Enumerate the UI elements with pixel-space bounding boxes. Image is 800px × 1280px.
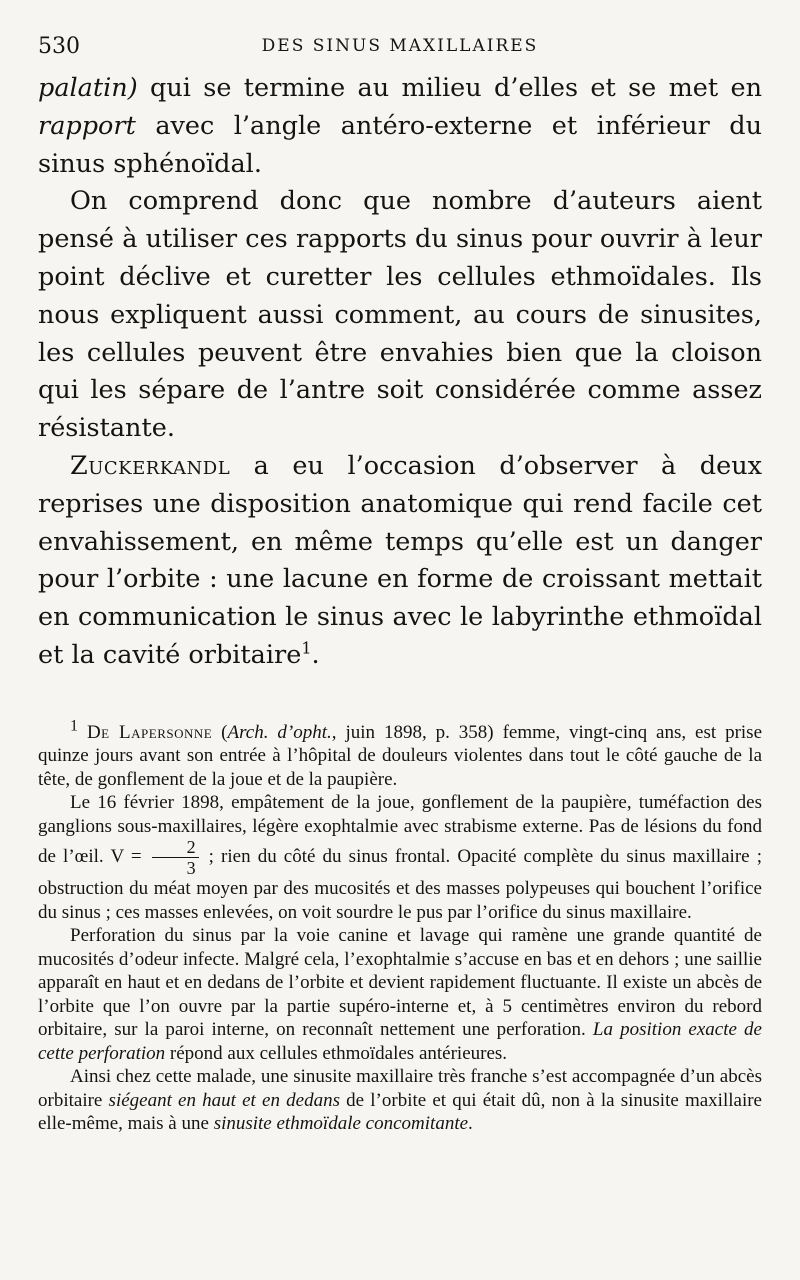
footnote-1 [38, 717, 763, 792]
paragraph-3 [38, 448, 762, 675]
running-head: DES SINUS MAXILLAIRES [261, 36, 539, 56]
italic-phrase: siégeant en haut et en dedans [108, 1089, 340, 1111]
italic-phrase: sinusite ethmoïdale concomitante [213, 1113, 469, 1135]
text-run: répond aux cellules ethmoïdales antérieures. [165, 1042, 508, 1064]
author-name: Zuckerkandl [70, 450, 231, 481]
page-number: 530 [38, 34, 80, 59]
paragraph-1 [38, 70, 762, 183]
author-name: De Lapersonne [86, 721, 213, 743]
text-run: ; rien du côté du sinus frontal. Opacité complète du sinus maxillaire ; obstruction du méat moyen par des mucosités et des masses polypeuses qui bouchent l’orifice du sinus ; ces masses enlevées, on voit sourdre le pus par l’orifice du sinus maxillaire. [38, 846, 762, 923]
footnote-number: 1 [70, 717, 78, 735]
text-run: avec l’angle antéro-externe et inférieur du sinus sphénoïdal. [38, 110, 762, 179]
book-page [38, 30, 762, 1136]
text-run: , juin 1898, p. 358) femme, vingt-cinq ans, est prise quinze jours avant son entrée à l’hôpital de douleurs violentes dans tout le côté gauche de la tête, de gonflement de la joue et de la paupière. [38, 721, 763, 790]
footnotes [38, 717, 763, 1136]
fraction-numerator: 2 [152, 838, 199, 858]
fraction-denominator: 3 [186, 858, 196, 879]
text-run: de l’orbite et qui était dû, non à la sinusite maxillaire elle-même, mais à une [38, 1089, 762, 1135]
footnote-paragraph [38, 924, 762, 1065]
italic-term: rapport [38, 110, 136, 141]
text-run: . [468, 1113, 473, 1135]
paragraph-2: On comprend donc que nombre d’auteurs aient pensé à utiliser ces rapports du sinus pour ouvrir à leur point déclive et curetter les cellules ethmoïdales. Ils nous expliquent aussi comment, au cours de sinusites, les cellules peuvent être envahies bien que la cloison qui les sépare de l’antre soit considérée comme assez résistante. [38, 186, 762, 444]
page-header [38, 30, 762, 70]
text-run: ( [212, 721, 228, 743]
main-text [38, 70, 762, 675]
journal-title: Arch. d’opht. [227, 721, 332, 743]
italic-term: palatin) [38, 73, 138, 103]
fraction [152, 838, 199, 877]
italic-phrase: La position exacte de cette perforation [38, 1019, 762, 1064]
text-run: qui se termine au milieu d’elles et se met en [137, 73, 762, 103]
footnote-marker[interactable]: 1 [301, 638, 312, 658]
text-run: a eu l’occasion d’observer à deux reprises une disposition anatomique qui rend facile cet envahissement, en même temps qu’elle est un danger pour l’orbite : une lacune en forme de croissant mettait en communication le sinus avec le labyrinthe ethmoïdal et la cavité orbitaire [38, 450, 762, 670]
text-run: Perforation du sinus par la voie canine et lavage qui ramène une grande quantité de mucosités d’odeur infecte. Malgré cela, l’exophtalmie s’accuse en bas et en dehors ; une saillie apparaît en haut et en dedans de l’orbite et devient rapidement fluctuante. Il existe un abcès de l’orbite que l’on ouvre par la partie supéro-interne et, à 5 centimètres environ du rebord orbitaire, sur la paroi interne, on reconnaît nettement une perforation. [38, 925, 762, 1041]
footnote-paragraph [38, 1065, 762, 1136]
text-run: Le 16 février 1898, empâtement de la joue, gonflement de la paupière, tuméfaction des ganglions sous-maxillaires, légère exophtalmie avec strabisme externe. Pas de lésions du fond de l’œil. V = [38, 792, 762, 868]
text-run: Ainsi chez cette malade, une sinusite maxillaire très franche s’est accompagnée d’un abcès orbitaire [38, 1066, 762, 1111]
footnote-paragraph [38, 791, 762, 924]
text-run: . [311, 639, 320, 670]
